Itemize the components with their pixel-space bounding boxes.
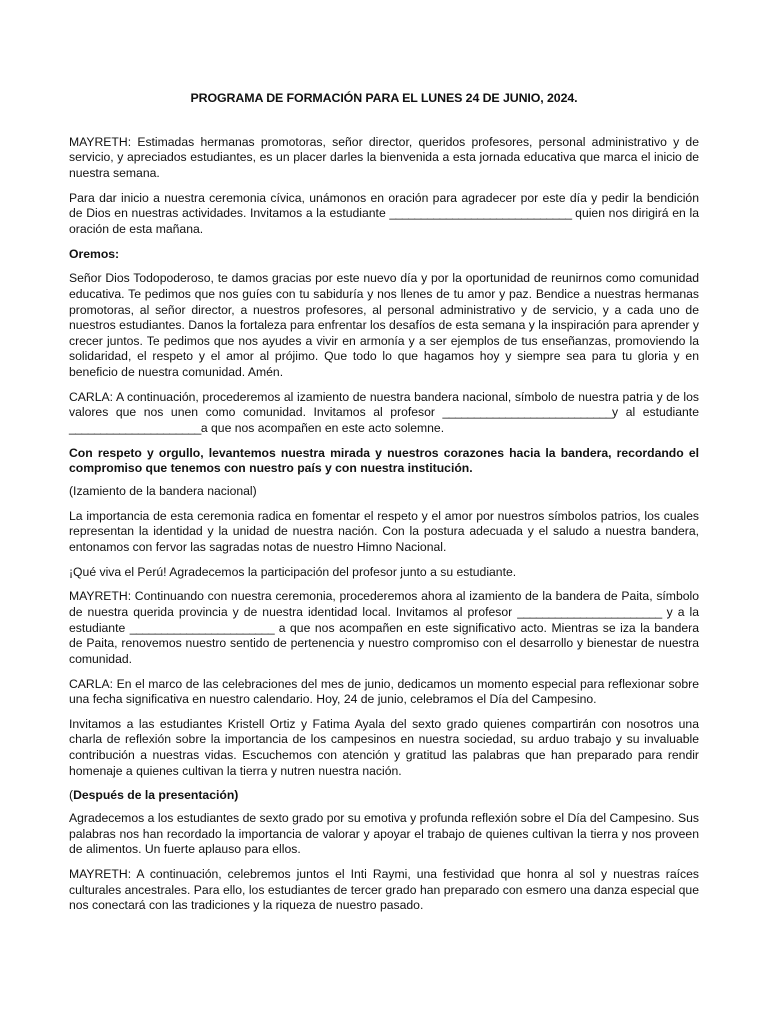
- paragraph-text: : A continuación, procederemos al izamiento de nuestra bandera nacional, símbolo de nuestra patria y de los valores que nos unen como comunidad. Invitamos al profesor: [69, 389, 699, 420]
- paragraph-text: : En el marco de las celebraciones del mes de junio, dedicamos un momento especial para reflexionar sobre una fecha significativa en nuestro calendario. Hoy, 24 de junio, celebramos el Día del Campesino.: [69, 676, 699, 707]
- document-title: PROGRAMA DE FORMACIÓN PARA EL LUNES 24 DE JUNIO, 2024.: [190, 91, 578, 105]
- paragraph-flag-national: [69, 390, 699, 437]
- fill-in-blank: _____________________: [69, 420, 201, 435]
- paragraph-welcome: [69, 135, 699, 182]
- stage-direction-flag-raising: (Izamiento de la bandera nacional): [69, 483, 257, 498]
- paragraph-text: a que nos acompañen en este significativo acto. Mientras se iza la bandera de Paita, renovemos nuestro sentido de pertenencia y nuestro compromiso con el desarrollo y bienestar de nuestra comunidad.: [69, 620, 699, 666]
- paragraph-text: y a la estudiante: [69, 604, 699, 635]
- fill-in-blank: ___________________________: [442, 405, 613, 420]
- paragraph-ceremony-importance: La importancia de esta ceremonia radica en fomentar el respeto y el amor por nuestros símbolos patrios, los cuales representan la identidad y la unidad de nuestra nación. Con la postura adecuada y el saludo a nuestra bandera, entonamos con fervor las sagradas notas de nuestro Himno Nacional.: [69, 508, 699, 554]
- fill-in-blank: _____________________________: [389, 206, 572, 221]
- paragraph-text: : Estimadas hermanas promotoras, señor director, queridos profesores, personal administrativo y de servicio, y apreciados estudiantes, es un placer darles la bienvenida a esta jornada educativa que marca el inicio de nuestra semana.: [69, 134, 699, 180]
- paragraph-invite-students: Invitamos a las estudiantes Kristell Ortiz y Fatima Ayala del sexto grado quienes compartirán con nosotros una charla de reflexión sobre la importancia de los campesinos en nuestra sociedad, su arduo trabajo y su invaluable contribución a nuestras vidas. Escuchemos con atención y gratitud las palabras que han preparado para rendir homenaje a quienes cultivan la tierra y nutren nuestra nación.: [69, 716, 699, 778]
- speaker-name: CARLA: [69, 676, 110, 691]
- paragraph-prayer: Señor Dios Todopoderoso, te damos gracias por este nuevo día y por la oportunidad de reunirnos como comunidad educativa. Te pedimos que nos guíes con tu sabiduría y nos llenes de tu amor y paz. Bendice a nuestras hermanas promotoras, al señor director, a nuestros profesores, al personal administrativo y de servicio, y a cada uno de nuestros estudiantes. Danos la fortaleza para enfrentar los desafíos de esta semana y la inspiración para aprender y crecer juntos. Te pedimos que nos ayudes a vivir en armonía y a ser ejemplos de tus enseñanzas, promoviendo la solidaridad, el respeto y el amor al prójimo. Que todo lo que hagamos hoy y siempre sea para tu gloria y en beneficio de nuestra comunidad. Amén.: [69, 271, 699, 379]
- speaker-name: MAYRETH: [69, 867, 128, 881]
- paragraph-text: : Continuando con nuestra ceremonia, procederemos ahora al izamiento de la bandera de Paita, símbolo de nuestra querida provincia y de nuestra identidad local. Invitamos al profesor: [69, 589, 699, 619]
- paragraph-prayer-intro: [69, 191, 699, 238]
- paragraph-text: : A continuación, celebremos juntos el Inti Raymi, una festividad que honra al sol y nuestras raíces culturales ancestrales. Para ello, los estudiantes de tercer grado han preparado con esmero una danza especial que nos conectará con las tradiciones y la riqueza de nuestro pasado.: [69, 867, 699, 913]
- paragraph-text: quien nos dirigirá en la oración de esta mañana.: [69, 206, 699, 236]
- fill-in-blank: _______________________: [517, 604, 662, 619]
- paragraph-viva-peru: ¡Qué viva el Perú! Agradecemos la participación del profesor junto a su estudiante.: [69, 564, 517, 579]
- speaker-name: MAYRETH: [69, 589, 128, 604]
- speaker-name: CARLA: [69, 389, 110, 404]
- paragraph-text-bold: Después de la presentación): [73, 788, 239, 803]
- paragraph-flag-paita: [69, 589, 699, 667]
- paragraph-text: (: [69, 788, 74, 803]
- speaker-name: MAYRETH: [69, 134, 128, 149]
- prayer-heading: Oremos:: [69, 246, 120, 261]
- paragraph-thanks-students: Agradecemos a los estudiantes de sexto grado por su emotiva y profunda reflexión sobre el Día del Campesino. Sus palabras nos han recordado la importancia de valorar y apoyar el trabajo de quienes cultivan la tierra y nos proveen de alimentos. Un fuerte aplauso para ellos.: [69, 811, 699, 857]
- fill-in-blank: _______________________: [129, 620, 275, 635]
- stage-direction-after-presentation: [69, 788, 699, 804]
- paragraph-respect-bold: Con respeto y orgullo, levantemos nuestra mirada y nuestros corazones hacia la bandera, recordando el compromiso que tenemos con nuestro país y con nuestra institución.: [69, 445, 699, 476]
- paragraph-text: Para dar inicio a nuestra ceremonia cívica, unámonos en oración para agradecer por este día y pedir la bendición de Dios en nuestras actividades. Invitamos a la estudiante: [69, 190, 699, 221]
- paragraph-text: y al estudiante: [612, 405, 699, 420]
- paragraph-inti-raymi: [69, 867, 699, 914]
- paragraph-text: a que nos acompañen en este acto solemne.: [200, 420, 445, 435]
- paragraph-dia-campesino: [69, 677, 699, 708]
